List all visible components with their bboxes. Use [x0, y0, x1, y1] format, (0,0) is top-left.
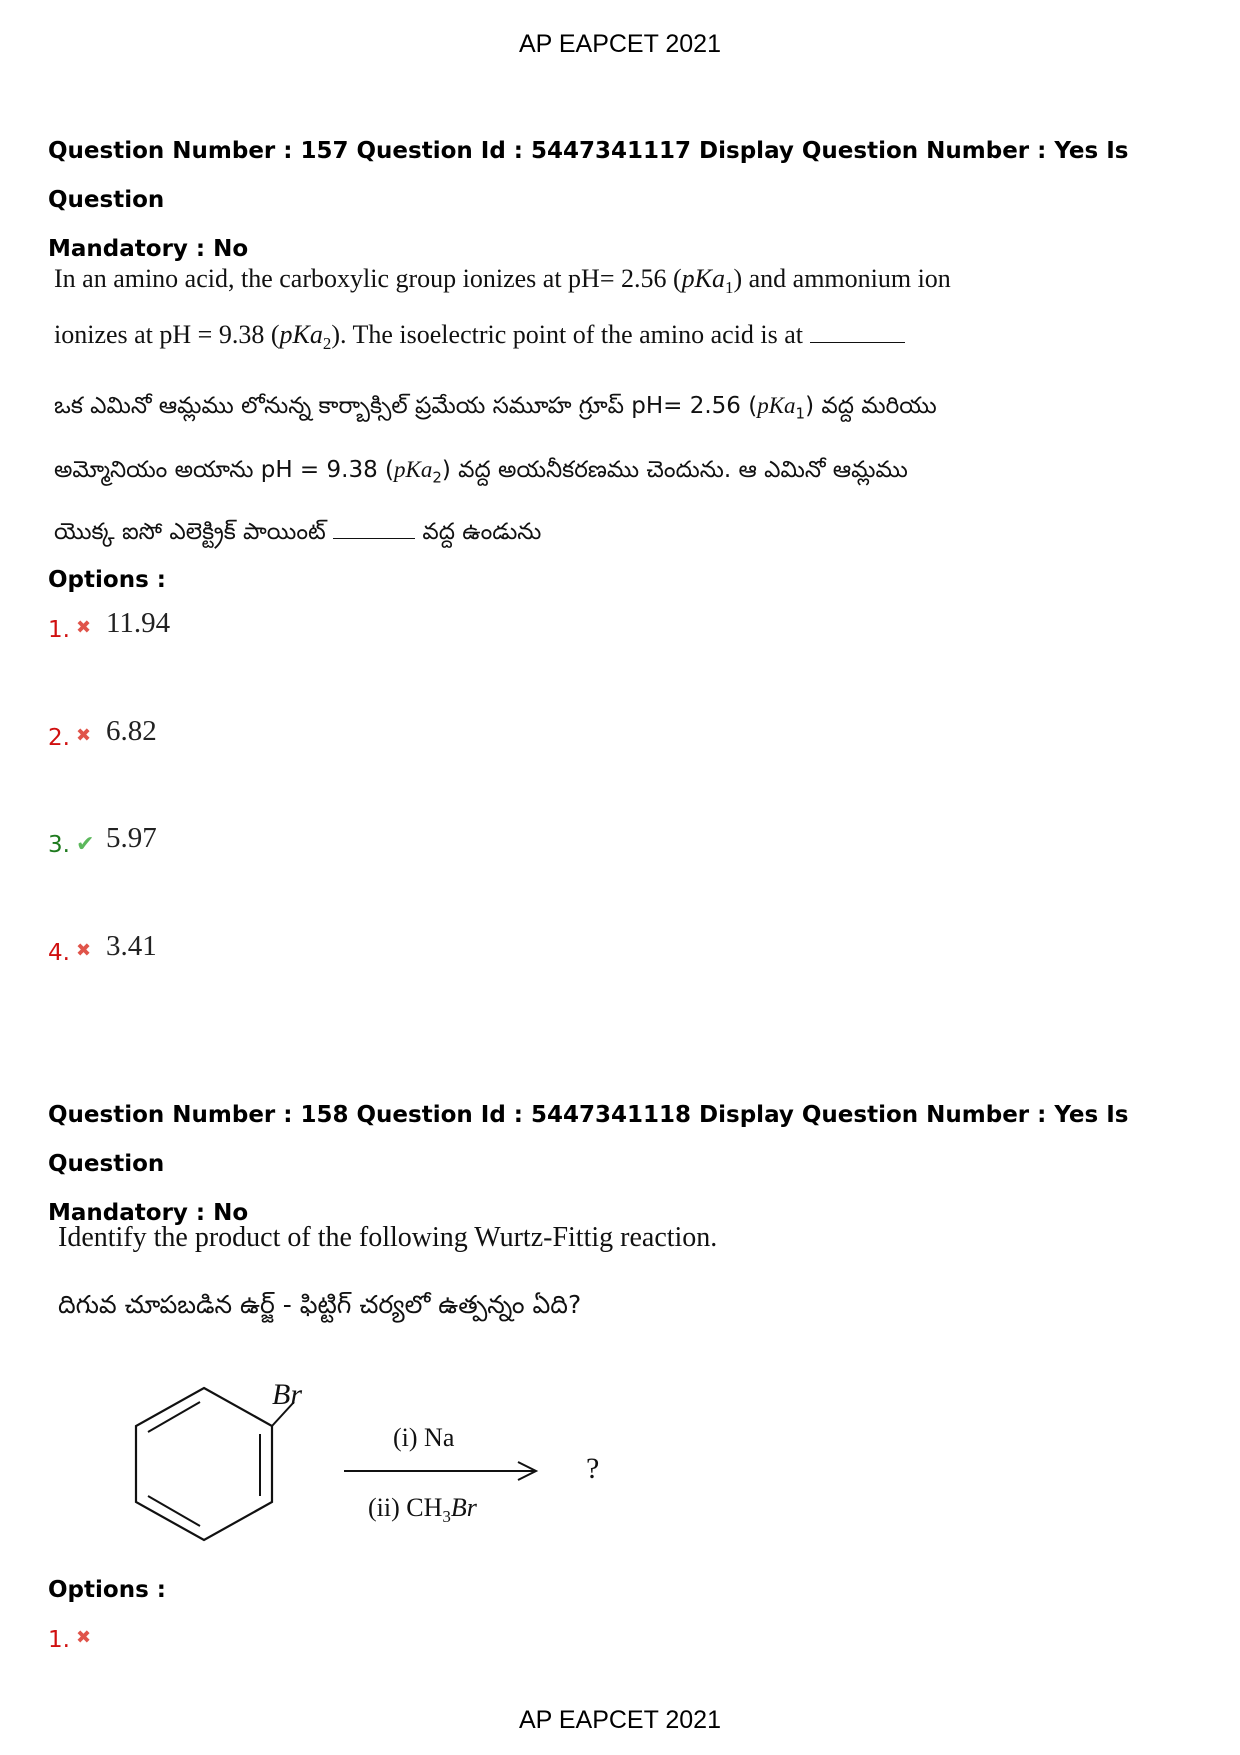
- question-meta-line: Mandatory : No: [48, 236, 249, 262]
- reagent-top: (i) Na: [393, 1423, 455, 1452]
- question-meta-line: Question Number : 158 Question Id : 5447341118 Display Question Number : Yes Is Question: [48, 1102, 1129, 1177]
- option-value: 5.97: [105, 822, 157, 854]
- question-158-english: Identify the product of the following Wurtz-Fittig reaction.: [58, 1222, 718, 1253]
- cross-icon: ✖: [75, 725, 92, 746]
- double-bond-line: [148, 1496, 200, 1526]
- option-1[interactable]: [48, 607, 170, 643]
- option-2[interactable]: [48, 715, 157, 751]
- option-value: 11.94: [105, 607, 171, 639]
- question-text-line: ionizes at pH = 9.38 (pKa$_2$). The isoelectric point of the amino acid is at: [54, 311, 951, 367]
- option-4[interactable]: [48, 930, 157, 966]
- question-text-line: యొక్క ఐసో ఎలెక్ట్రిక్ పాయింట్ వద్ద ఉండును: [54, 519, 542, 546]
- cross-icon: ✖: [75, 940, 92, 961]
- option-1[interactable]: [48, 1617, 96, 1653]
- question-text-line: In an amino acid, the carboxylic group ionizes at pH= 2.56 (pKa$_1$) and ammonium ion: [54, 264, 951, 298]
- option-number: 1.: [48, 617, 70, 643]
- double-bond-line: [148, 1402, 200, 1432]
- options-label: Options :: [48, 567, 166, 593]
- answer-blank: [333, 537, 415, 539]
- question-157-english: [54, 255, 951, 367]
- cross-icon: ✖: [75, 1627, 92, 1648]
- page-header: AP EAPCET 2021: [519, 30, 721, 58]
- benzene-ring: [136, 1388, 272, 1540]
- product-unknown: ?: [586, 1452, 600, 1485]
- options-label: Options :: [48, 1577, 166, 1603]
- question-text-line: అమ్మోనియం అయాను pH = 9.38 (pKa$_2$) వద్ద అయనీకరణము చెందును. ఆ ఎమినో ఆమ్లము: [54, 456, 908, 487]
- question-157-meta: [48, 127, 1208, 274]
- reaction-diagram: [100, 1380, 660, 1550]
- question-meta-line: Mandatory : No: [48, 1200, 249, 1226]
- question-meta-line: Question Number : 157 Question Id : 5447341117 Display Question Number : Yes Is Question: [48, 138, 1129, 213]
- check-icon: ✔: [75, 832, 95, 857]
- reagent-bottom: (ii) $CH_3Br$: [368, 1493, 477, 1526]
- question-158-telugu: దిగువ చూపబడిన ఉర్జ్ - ఫిట్టిగ్ చర్యలో ఉత్పన్నం ఏది?: [58, 1290, 582, 1319]
- page-footer: AP EAPCET 2021: [519, 1706, 721, 1734]
- bromine-label: Br: [272, 1380, 302, 1411]
- option-number: 2.: [48, 725, 70, 751]
- answer-blank: [810, 341, 905, 343]
- question-text-line: ఒక ఎమినో ఆమ్లము లోనున్న కార్బాక్సిల్ ప్రమేయ సమూహ గ్రూప్ pH= 2.56 (pKa$_1$) వద్ద మరియు: [54, 393, 937, 423]
- option-number: 1.: [48, 1627, 70, 1653]
- question-157-telugu: [54, 378, 937, 560]
- option-3[interactable]: [48, 822, 157, 858]
- option-number: 4.: [48, 940, 70, 966]
- cross-icon: ✖: [75, 617, 92, 638]
- option-value: 3.41: [105, 930, 157, 962]
- option-number: 3.: [48, 832, 70, 858]
- option-value: 6.82: [105, 715, 157, 747]
- question-158-meta: [48, 1091, 1208, 1238]
